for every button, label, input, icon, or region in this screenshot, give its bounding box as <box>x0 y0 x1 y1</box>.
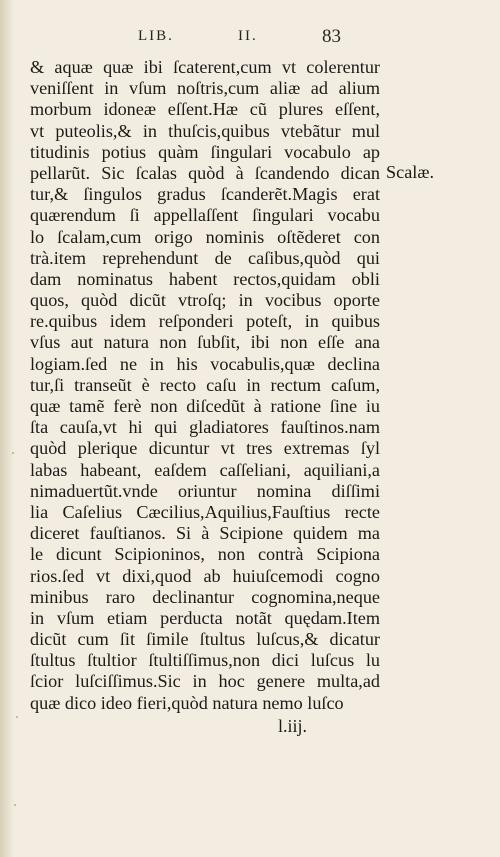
text-line: dicũt cum ſit ſimile ſtultus luſcus,& dicatur <box>30 629 380 650</box>
text-line: ſtultus ſtultior ſtultiſſimus,non dici luſcus lu <box>30 650 380 671</box>
paper-speck <box>14 804 16 806</box>
text-line: quos, quòd dicũt vtroſq; in vocibus oporte <box>30 290 380 311</box>
signature-mark: l.iij. <box>278 716 308 736</box>
text-line: tur,& ſingulos gradus ſcanderẽt.Magis erat <box>30 184 380 205</box>
text-line: logiam.ſed ne in his vocabulis,quæ declina <box>30 353 380 374</box>
text-line: labas habeant, eaſdem caſſeliani, aquiliani,a <box>30 459 380 480</box>
text-line: vt puteolis,& in thuſcis,quibus vtebãtur mul <box>30 120 380 141</box>
text-line: vſus aut natura non ſubſit, ibi non eſſe ana <box>30 332 380 353</box>
running-head-book-number: II. <box>238 28 258 44</box>
text-line: & aquæ quæ ibi ſcaterent,cum vt colerentur <box>30 57 380 77</box>
text-line: pellarũt. Sic ſcalas quòd à ſcandendo dican <box>30 162 380 183</box>
text-line: lo ſcalam,cum origo nominis oſtẽderet con <box>30 226 380 247</box>
paper-speck <box>16 716 18 718</box>
text-line: lia Caſelius Cæcilius,Aquilius,Fauſtius recte <box>30 501 380 522</box>
text-line: quòd plerique dicuntur vt tres extremas ſyl <box>30 438 380 459</box>
text-line: quærendum ſi appellaſſent ſingulari vocabu <box>30 205 380 226</box>
running-head <box>0 26 500 50</box>
text-line: ſta cauſa,vt hi qui gladiatores fauſtinos.nam <box>30 417 380 438</box>
text-line: re.quibus idem reſponderi poteſt, in quibus <box>30 311 380 332</box>
text-line: le dicunt Scipioninos, non contrà Scipiona <box>30 544 380 565</box>
text-line: rios.ſed vt dixi,quod ab huiuſcemodi cogno <box>30 565 380 586</box>
text-line: trà.item reprehendunt de caſibus,quòd qui <box>30 247 380 268</box>
page-number: 83 <box>322 26 341 47</box>
text-line: in vſum etiam perducta notãt quędam.Item <box>30 607 380 628</box>
text-line: quæ tamẽ ferè non diſcedũt à ratione ſine iu <box>30 396 380 416</box>
text-line: minibus raro declinantur cognomina,neque <box>30 586 380 607</box>
main-text-block <box>30 57 380 714</box>
text-line: titudinis potius quàm ſingulari vocabulo ap <box>30 141 380 162</box>
text-line: morbum idoneæ eſſent.Hæ cũ plures eſſent, <box>30 99 380 120</box>
margin-note: Scalæ. <box>386 162 434 182</box>
text-line: ſcior luſciſſimus.Sic in hoc genere multa,ad <box>30 671 380 692</box>
text-line: quæ dico ideo fieri,quòd natura nemo luſco <box>30 692 344 713</box>
text-line: tur,ſi transeũt è recto caſu in rectum caſum, <box>30 374 380 395</box>
text-line: dam nominatus habent rectos,quidam obli <box>30 268 380 289</box>
running-head-book-label: LIB. <box>138 28 174 44</box>
text-line: veniſſent in vſum noſtris,cum aliæ ad alium <box>30 78 380 99</box>
text-line: diceret fauſtianos. Si à Scipione quidem ma <box>30 523 380 544</box>
paper-speck <box>12 452 14 454</box>
text-line: nimaduertũt.vnde oriuntur nomina diſſimi <box>30 480 380 501</box>
